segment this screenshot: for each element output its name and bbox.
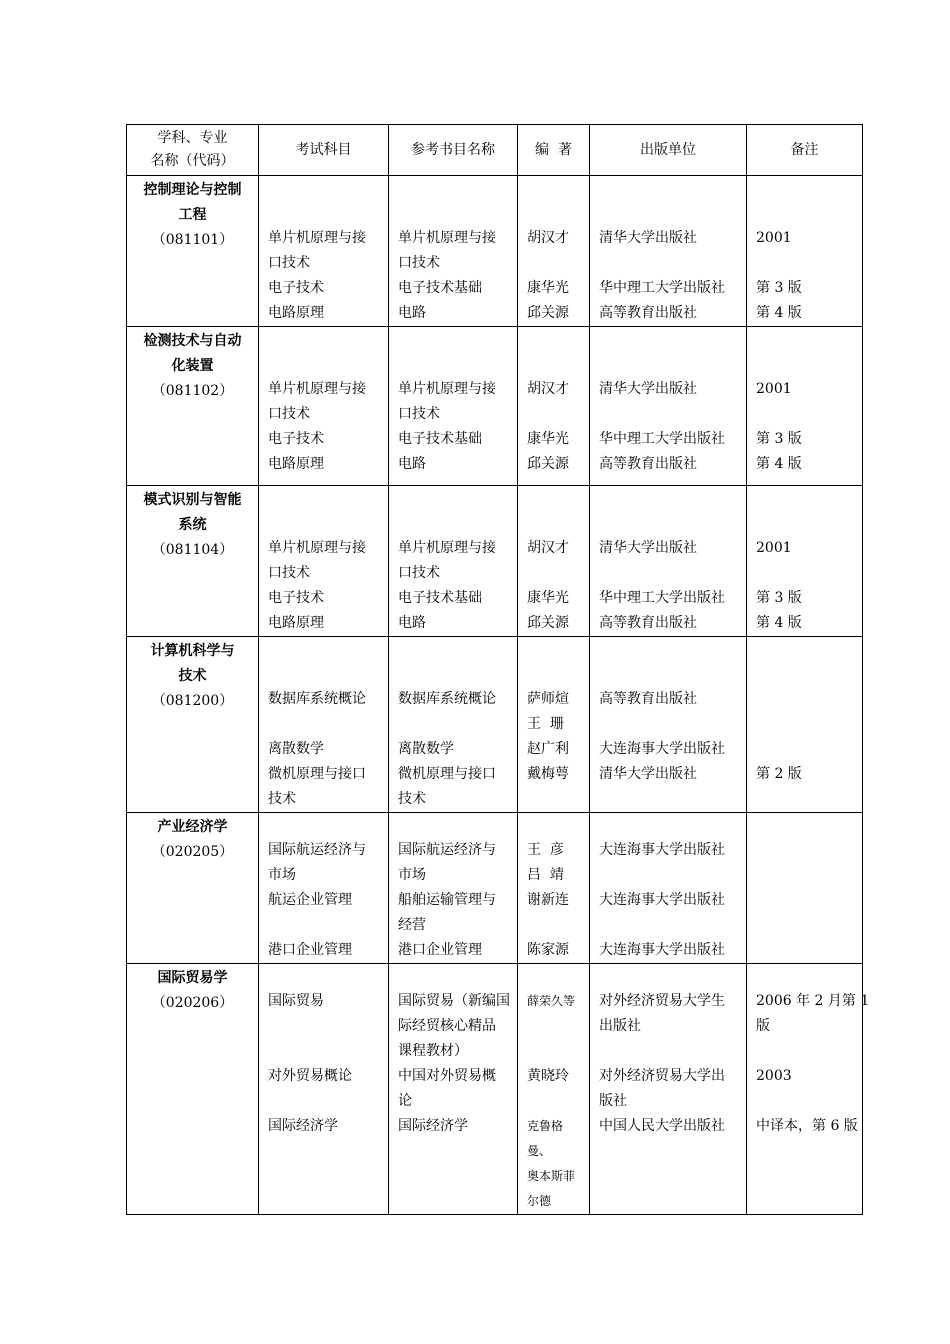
author — [527, 787, 586, 812]
spacer — [268, 637, 385, 687]
publisher: 高等教育出版社 — [599, 456, 697, 472]
spacer — [527, 486, 586, 536]
publisher: 大连海事大学出版社 — [599, 892, 725, 908]
table-row — [127, 486, 863, 637]
exam-subject-cell — [259, 637, 389, 813]
note — [756, 737, 859, 762]
exam-subject: 航运企业管理 — [268, 892, 352, 908]
spacer — [599, 964, 743, 989]
author: 胡汉才 — [527, 540, 569, 556]
table-row — [127, 964, 863, 1215]
publisher: 清华大学出版社 — [599, 540, 697, 556]
author — [527, 251, 586, 276]
book-title: 电路 — [398, 615, 426, 631]
book-title: 国际经济学 — [398, 1118, 468, 1134]
exam-subject — [268, 1089, 385, 1114]
publisher — [599, 913, 743, 938]
book-title: 际经贸核心精品 — [398, 1018, 496, 1034]
book-title: 论 — [398, 1093, 412, 1109]
book-title — [398, 712, 514, 737]
publisher-cell — [590, 964, 747, 1215]
subject-cell — [127, 637, 259, 813]
book-title: 经营 — [398, 917, 426, 933]
exam-subject: 港口企业管理 — [268, 942, 352, 958]
spacer — [756, 637, 859, 687]
major-name: 系统 — [178, 517, 207, 533]
major-name: 控制理论与控制 — [143, 182, 242, 198]
book-title-cell — [389, 486, 518, 637]
exam-subject: 电路原理 — [268, 615, 324, 631]
exam-subject-cell — [259, 176, 389, 327]
table-row — [127, 327, 863, 486]
note — [756, 787, 859, 812]
major-name: 检测技术与自动 — [143, 333, 242, 349]
major-name: 工程 — [178, 207, 207, 223]
note: 版 — [756, 1018, 770, 1034]
author — [527, 913, 586, 938]
exam-subject: 数据库系统概论 — [268, 691, 366, 707]
exam-subject: 电路原理 — [268, 305, 324, 321]
publisher: 大连海事大学出版社 — [599, 942, 725, 958]
major-code: （020205） — [151, 844, 234, 860]
subject-cell — [127, 813, 259, 964]
note: 第 3 版 — [756, 280, 802, 296]
note: 第 4 版 — [756, 456, 802, 472]
note — [756, 888, 859, 913]
publisher-cell — [590, 637, 747, 813]
note: 第 3 版 — [756, 590, 802, 606]
publisher: 清华大学出版社 — [599, 381, 697, 397]
major-name: 化装置 — [171, 358, 214, 374]
spacer — [756, 327, 859, 377]
note: 第 3 版 — [756, 431, 802, 447]
book-title: 电子技术基础 — [398, 280, 482, 296]
spacer — [398, 176, 514, 226]
spacer — [268, 176, 385, 226]
spacer — [398, 327, 514, 377]
notes-cell — [747, 176, 863, 327]
book-title-cell — [389, 813, 518, 964]
spacer — [398, 964, 514, 989]
spacer — [527, 813, 586, 838]
author: 康华光 — [527, 431, 569, 447]
publisher-cell — [590, 813, 747, 964]
exam-subject-cell — [259, 486, 389, 637]
exam-subject: 电子技术 — [268, 590, 324, 606]
major-code: （081200） — [151, 693, 234, 709]
exam-subject — [268, 712, 385, 737]
exam-subject: 单片机原理与接 — [268, 381, 366, 397]
note: 第 2 版 — [756, 766, 802, 782]
exam-subject: 口技术 — [268, 255, 310, 271]
author: 王 彦 — [527, 842, 564, 858]
spacer — [756, 964, 859, 989]
major-code: （081102） — [151, 383, 234, 399]
author: 尔德 — [527, 1194, 552, 1208]
spacer — [268, 327, 385, 377]
publisher: 华中理工大学出版社 — [599, 280, 725, 296]
notes-cell — [747, 637, 863, 813]
publisher: 大连海事大学出版社 — [599, 741, 725, 757]
book-title: 电子技术基础 — [398, 590, 482, 606]
exam-subject: 离散数学 — [268, 741, 324, 757]
note — [756, 402, 859, 427]
exam-subject: 对外贸易概论 — [268, 1068, 352, 1084]
exam-subject: 单片机原理与接 — [268, 230, 366, 246]
book-title-cell — [389, 327, 518, 486]
author: 胡汉才 — [527, 230, 569, 246]
spacer — [527, 637, 586, 687]
exam-subject: 口技术 — [268, 406, 310, 422]
subject-cell — [127, 327, 259, 486]
exam-subject: 国际贸易 — [268, 993, 324, 1009]
spacer — [527, 327, 586, 377]
book-title: 船舶运输管理与 — [398, 892, 496, 908]
book-title: 电路 — [398, 305, 426, 321]
author: 戴梅萼 — [527, 766, 569, 782]
header-author: 编 著 — [518, 125, 590, 176]
publisher: 高等教育出版社 — [599, 305, 697, 321]
note: 2001 — [756, 381, 792, 397]
major-code: （020206） — [151, 995, 234, 1011]
header-notes: 备注 — [747, 125, 863, 176]
exam-subject — [268, 1039, 385, 1064]
book-title: 口技术 — [398, 406, 440, 422]
author: 胡汉才 — [527, 381, 569, 397]
book-title: 口技术 — [398, 255, 440, 271]
note: 2003 — [756, 1068, 792, 1084]
exam-subject-cell — [259, 964, 389, 1215]
spacer — [756, 813, 859, 838]
author: 康华光 — [527, 280, 569, 296]
exam-subject: 电子技术 — [268, 431, 324, 447]
note — [756, 863, 859, 888]
author — [527, 1014, 586, 1039]
header-row — [127, 125, 863, 176]
spacer — [268, 486, 385, 536]
subject-cell — [127, 964, 259, 1215]
spacer — [268, 813, 385, 838]
notes-cell — [747, 813, 863, 964]
spacer — [599, 813, 743, 838]
major-name: 国际贸易学 — [157, 970, 228, 986]
book-title-cell — [389, 637, 518, 813]
exam-subject-cell — [259, 813, 389, 964]
author: 吕 靖 — [527, 867, 564, 883]
book-title-cell — [389, 176, 518, 327]
subject-cell — [127, 486, 259, 637]
author: 陈家源 — [527, 942, 569, 958]
spacer — [599, 327, 743, 377]
notes-cell — [747, 964, 870, 1215]
book-title: 技术 — [398, 791, 426, 807]
note — [756, 938, 859, 963]
major-name: 产业经济学 — [157, 819, 228, 835]
publisher: 高等教育出版社 — [599, 615, 697, 631]
exam-subject — [268, 913, 385, 938]
author — [527, 561, 586, 586]
spacer — [398, 813, 514, 838]
exam-subject: 电子技术 — [268, 280, 324, 296]
book-title: 单片机原理与接 — [398, 540, 496, 556]
publisher: 高等教育出版社 — [599, 691, 697, 707]
book-title: 市场 — [398, 867, 426, 883]
author-cell — [518, 176, 590, 327]
author: 邱关源 — [527, 456, 569, 472]
book-title: 电子技术基础 — [398, 431, 482, 447]
subject-cell — [127, 176, 259, 327]
author: 黄晓玲 — [527, 1068, 569, 1084]
publisher — [599, 561, 743, 586]
exam-subject: 国际经济学 — [268, 1118, 338, 1134]
publisher: 对外经济贸易大学出 — [599, 1068, 725, 1084]
publisher-cell — [590, 176, 747, 327]
major-name: 计算机科学与 — [150, 643, 235, 659]
publisher-cell — [590, 486, 747, 637]
exam-subject: 技术 — [268, 791, 296, 807]
header-subject-line: 学科、专业 — [157, 130, 228, 146]
author-cell — [518, 486, 590, 637]
author-cell — [518, 637, 590, 813]
publisher-cell — [590, 327, 747, 486]
publisher: 清华大学出版社 — [599, 230, 697, 246]
author-cell — [518, 964, 590, 1215]
exam-subject: 电路原理 — [268, 456, 324, 472]
book-title: 港口企业管理 — [398, 942, 482, 958]
author-cell — [518, 327, 590, 486]
author: 曼、 — [527, 1144, 552, 1158]
author: 薛荣久等 — [527, 994, 576, 1008]
note — [756, 913, 859, 938]
major-code: （081101） — [151, 232, 234, 248]
book-title: 微机原理与接口 — [398, 766, 496, 782]
author: 克鲁格 — [527, 1119, 564, 1133]
publisher: 中国人民大学出版社 — [599, 1118, 725, 1134]
note — [756, 838, 859, 863]
book-title: 国际航运经济与 — [398, 842, 496, 858]
publisher: 版社 — [599, 1093, 627, 1109]
author — [527, 402, 586, 427]
spacer — [756, 176, 859, 226]
author: 邱关源 — [527, 305, 569, 321]
spacer — [527, 964, 586, 989]
table-row — [127, 637, 863, 813]
author: 邱关源 — [527, 615, 569, 631]
exam-subject: 国际航运经济与 — [268, 842, 366, 858]
author: 奥本斯菲 — [527, 1169, 576, 1183]
book-title: 课程教材） — [398, 1043, 468, 1059]
table-row — [127, 176, 863, 327]
author — [527, 1089, 586, 1114]
book-title: 国际贸易（新编国 — [398, 993, 510, 1009]
publisher: 清华大学出版社 — [599, 766, 697, 782]
header-subject — [127, 125, 259, 176]
note — [756, 687, 859, 712]
spacer — [527, 176, 586, 226]
note: 2006 年 2 月第 1 — [756, 993, 870, 1009]
spacer — [599, 637, 743, 687]
author: 赵广利 — [527, 741, 569, 757]
spacer — [268, 964, 385, 989]
book-title: 数据库系统概论 — [398, 691, 496, 707]
publisher — [599, 402, 743, 427]
exam-subject: 市场 — [268, 867, 296, 883]
major-name: 模式识别与智能 — [143, 492, 242, 508]
publisher — [599, 863, 743, 888]
exam-subject: 口技术 — [268, 565, 310, 581]
note: 第 4 版 — [756, 615, 802, 631]
header-exam-subject: 考试科目 — [259, 125, 389, 176]
note — [756, 1089, 859, 1114]
note — [756, 712, 859, 737]
header-book-title: 参考书目名称 — [389, 125, 518, 176]
book-title-cell — [389, 964, 518, 1215]
book-title: 离散数学 — [398, 741, 454, 757]
table-row — [127, 813, 863, 964]
note: 2001 — [756, 230, 792, 246]
note: 第 4 版 — [756, 305, 802, 321]
major-name: 技术 — [178, 668, 207, 684]
reference-book-table — [126, 124, 870, 1215]
publisher — [599, 787, 743, 812]
spacer — [599, 486, 743, 536]
publisher: 大连海事大学出版社 — [599, 842, 725, 858]
publisher — [599, 251, 743, 276]
note: 中译本，第 6 版 — [756, 1118, 858, 1134]
author: 谢新连 — [527, 892, 569, 908]
note: 2001 — [756, 540, 792, 556]
publisher: 出版社 — [599, 1018, 641, 1034]
exam-subject: 微机原理与接口 — [268, 766, 366, 782]
note — [756, 251, 859, 276]
publisher: 华中理工大学出版社 — [599, 590, 725, 606]
book-title: 中国对外贸易概 — [398, 1068, 496, 1084]
exam-subject: 单片机原理与接 — [268, 540, 366, 556]
spacer — [398, 486, 514, 536]
spacer — [599, 176, 743, 226]
author — [527, 1039, 586, 1064]
publisher — [599, 712, 743, 737]
header-publisher: 出版单位 — [590, 125, 747, 176]
exam-subject-cell — [259, 327, 389, 486]
major-code: （081104） — [151, 542, 234, 558]
spacer — [398, 637, 514, 687]
publisher: 对外经济贸易大学生 — [599, 993, 725, 1009]
note — [756, 1039, 859, 1064]
author: 萨师煊 — [527, 691, 569, 707]
note — [756, 561, 859, 586]
author: 康华光 — [527, 590, 569, 606]
notes-cell — [747, 327, 863, 486]
author: 王 珊 — [527, 716, 564, 732]
notes-cell — [747, 486, 863, 637]
book-title: 口技术 — [398, 565, 440, 581]
exam-subject — [268, 1014, 385, 1039]
book-title: 电路 — [398, 456, 426, 472]
book-title: 单片机原理与接 — [398, 230, 496, 246]
author-cell — [518, 813, 590, 964]
spacer — [756, 486, 859, 536]
publisher: 华中理工大学出版社 — [599, 431, 725, 447]
book-title: 单片机原理与接 — [398, 381, 496, 397]
header-subject-line: 名称（代码） — [150, 153, 235, 169]
publisher — [599, 1039, 743, 1064]
